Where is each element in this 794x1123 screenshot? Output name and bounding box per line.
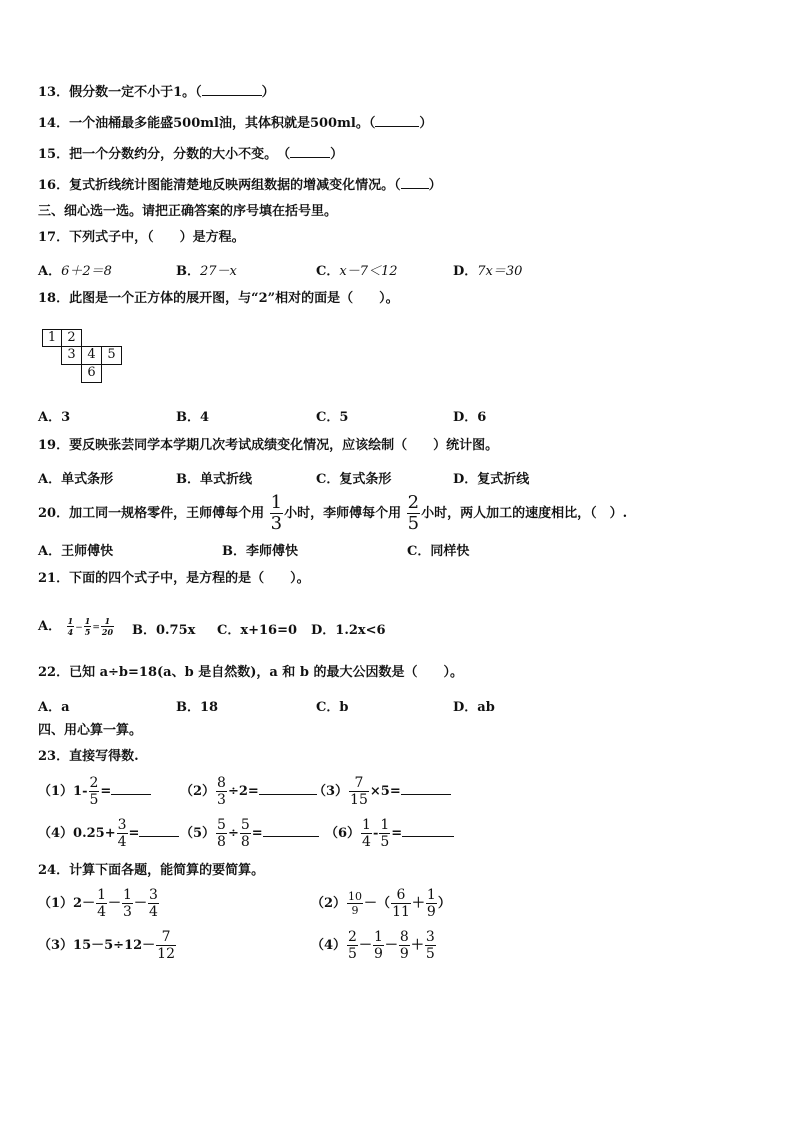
option-d[interactable]: D．1.2x<6 (311, 623, 386, 638)
option-a[interactable]: A．3 (38, 410, 71, 425)
option-c[interactable]: C．复式条形 (316, 472, 392, 487)
answer-blank[interactable] (259, 782, 317, 795)
calc-item-4: （4）0.25+ $\frac{3}{4}$ = (38, 818, 179, 849)
option-b[interactable]: B．18 (176, 700, 219, 715)
net-cell-1: 1 (42, 329, 62, 347)
calc-item-5: （5） $\frac{5}{8}$ ÷ $\frac{5}{8}$ = (180, 818, 319, 849)
calc-item-4: （4） $\frac{2}{5}$ － $\frac{1}{9}$ － $\frac{8}{9}$ ＋ $\frac{3}{5}$ (311, 929, 435, 962)
calc-item-1: （1）2－ $\frac{1}{4}$ － $\frac{1}{3}$ － $\frac{3}{4}$ (38, 887, 158, 920)
question-24: 24．计算下面各题，能简算的要简算。 (38, 863, 265, 878)
calc-item-3: （3） $\frac{7}{15}$ ×5= (313, 776, 451, 807)
question-22: 22．已知 a÷b=18(a、b 是自然数)，a 和 b 的最大公因数是（ ）。 (38, 665, 463, 680)
option-a[interactable]: A．王师傅快 (38, 544, 114, 559)
option-a[interactable]: A．a (38, 700, 70, 715)
option-a[interactable]: A．6＋2＝8 (38, 264, 112, 279)
option-c[interactable]: C．b (316, 700, 349, 715)
net-cell-6: 6 (81, 364, 102, 383)
question-19: 19．要反映张芸同学本学期几次考试成绩变化情况，应该绘制（ ）统计图。 (38, 438, 499, 453)
question-17: 17．下列式子中，（ ）是方程。 (38, 230, 245, 245)
calc-item-6: （6） $\frac{1}{4}$ - $\frac{1}{5}$ = (325, 818, 454, 849)
question-15: 15．把一个分数约分，分数的大小不变。 （ ） (38, 147, 344, 162)
option-c[interactable]: C．5 (316, 410, 349, 425)
option-b[interactable]: B．0.75x (132, 623, 196, 638)
option-a[interactable]: A． $\frac{1}{4}$ − $\frac{1}{5}$ = $\frac{1}{20}$ (38, 616, 114, 637)
fraction: $\frac{1}{3}$ (270, 492, 283, 534)
question-14: 14．一个油桶最多能盛500ml油，其体积就是500ml。（ ） (38, 116, 433, 131)
option-c[interactable]: C．x+16=0 (217, 623, 298, 638)
option-b[interactable]: B．27－x (176, 264, 237, 279)
option-b[interactable]: B．单式折线 (176, 472, 253, 487)
question-16: 16．复式折线统计图能清楚地反映两组数据的增减变化情况。（ ） (38, 178, 442, 193)
question-20: 20．加工同一规格零件，王师傅每个用 $\frac{1}{3}$ 小时，李师傅每个用 $\frac{2}{5}$ 小时，两人加工的速度相比，（ ）. (38, 492, 628, 534)
answer-blank[interactable] (202, 83, 262, 96)
option-d[interactable]: D．ab (453, 700, 495, 715)
answer-blank[interactable] (401, 782, 451, 795)
net-cell-3: 3 (61, 346, 82, 365)
option-a[interactable]: A．单式条形 (38, 472, 114, 487)
option-d[interactable]: D．复式折线 (453, 472, 530, 487)
question-text: 假分数一定不小于 (69, 85, 174, 100)
answer-blank[interactable] (402, 824, 454, 837)
calc-item-2: （2） $\frac{8}{3}$ ÷2= (180, 776, 317, 807)
answer-blank[interactable] (375, 114, 419, 127)
option-b[interactable]: B．李师傅快 (222, 544, 299, 559)
answer-blank[interactable] (290, 145, 330, 158)
answer-blank[interactable] (139, 824, 179, 837)
question-21: 21．下面的四个式子中，是方程的是（ ）。 (38, 571, 310, 586)
question-23: 23．直接写得数. (38, 749, 139, 764)
option-d[interactable]: D．6 (453, 410, 487, 425)
option-b[interactable]: B．4 (176, 410, 210, 425)
calc-item-2: （2） $\frac{10}{9}$ －（ $\frac{6}{11}$ ＋ $\frac{1}{9}$ ） (311, 887, 451, 920)
net-cell-4: 4 (81, 346, 102, 365)
fraction: $\frac{2}{5}$ (407, 492, 420, 534)
net-cell-5: 5 (101, 346, 122, 365)
section-heading-4: 四、用心算一算。 (38, 723, 143, 738)
calc-item-3: （3）15－5÷12－ $\frac{7}{12}$ (38, 929, 175, 962)
section-heading-3: 三、细心选一选。请把正确答案的序号填在括号里。 (38, 204, 338, 219)
option-d[interactable]: D．7x＝30 (453, 264, 523, 279)
answer-blank[interactable] (263, 824, 319, 837)
option-c[interactable]: C．同样快 (407, 544, 470, 559)
calc-item-1: （1）1- $\frac{2}{5}$ = (38, 776, 151, 807)
answer-blank[interactable] (401, 176, 429, 189)
net-cell-2: 2 (61, 329, 82, 347)
question-18: 18．此图是一个正方体的展开图，与“2”相对的面是（ ）。 (38, 291, 399, 306)
answer-blank[interactable] (111, 782, 151, 795)
option-c[interactable]: C．x－7＜12 (316, 264, 398, 279)
question-number: 13． (38, 85, 70, 100)
question-13: 13．假分数一定不小于1。（ ） (38, 85, 275, 100)
